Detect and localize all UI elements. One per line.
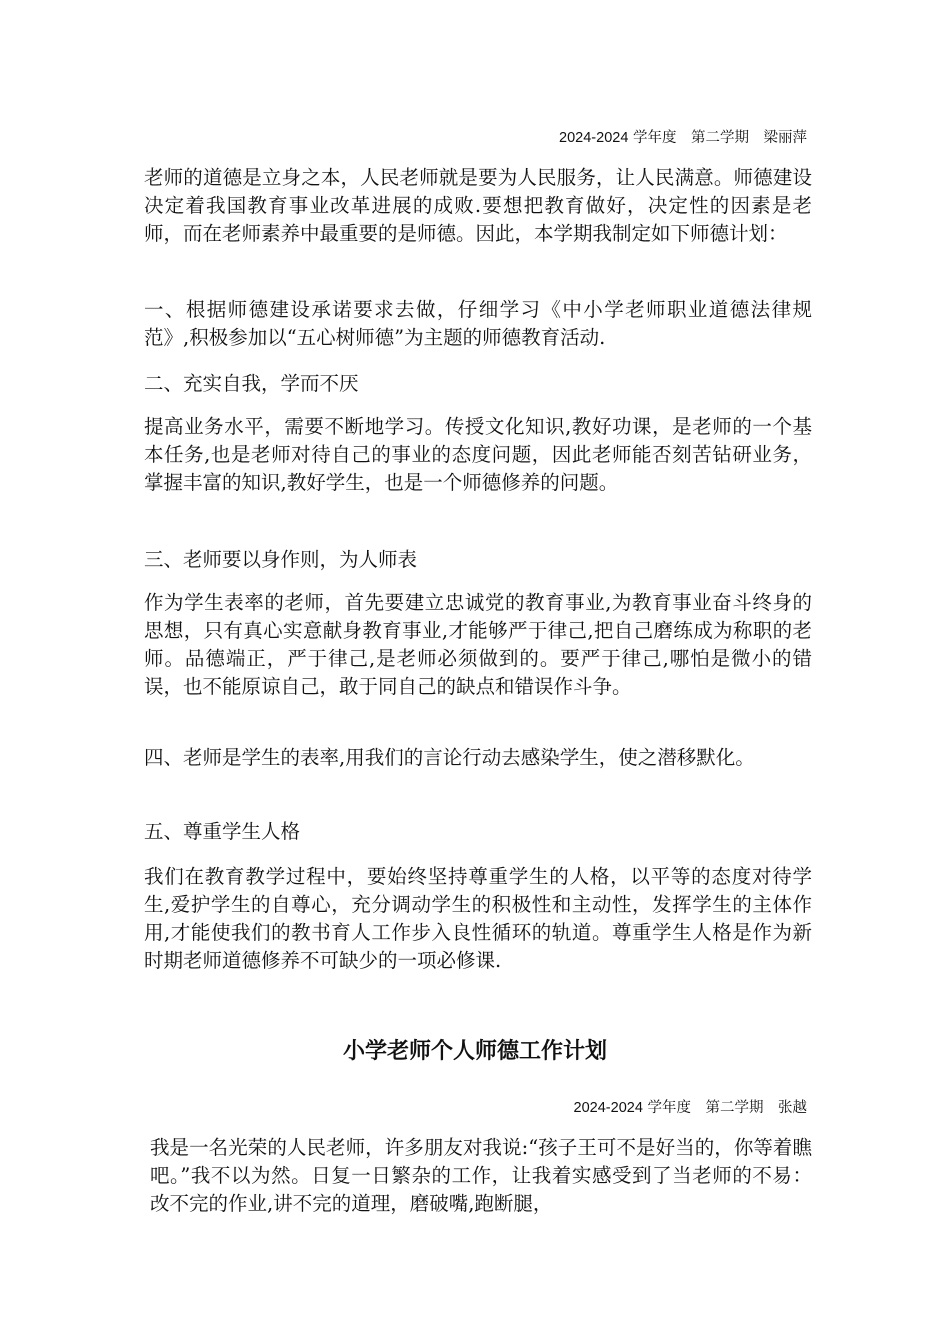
section2-school-year: 2024-2024: [573, 1100, 643, 1116]
section1-intro: 老师的道德是立身之本，人民老师就是要为人民服务，让人民满意。师德建设决定着我国教育事业改革进展的成败.要想把教育做好，决定性的因素是老师，而在老师素养中最重要的是师德。因此，本学期我制定如下师德计划：: [144, 166, 812, 245]
section1-point-4: 四、老师是学生的表率,用我们的言论行动去感染学生，使之潜移默化。: [144, 746, 755, 769]
section1-point-5-body: 我们在教育教学过程中，要始终坚持尊重学生的人格，以平等的态度对待学生,爱护学生的自尊心，充分调动学生的积极性和主动性，发挥学生的主体作用,才能使我们的教书育人工作步入良性循环的轨道。尊重学生人格是作为新时期老师道德修养不可缺少的一项必修课.: [144, 865, 812, 972]
section1-school-year: 2024-2024: [559, 130, 629, 146]
section1-heading-2: 二、充实自我，学而不厌: [144, 372, 359, 395]
section1-point-2-body: 提高业务水平，需要不断地学习。传授文化知识,教好功课，是老师的一个基本任务,也是老师对待自己的事业的态度问题，因此老师能否刻苦钻研业务，掌握丰富的知识,教好学生，也是一个师德修养的问题。: [144, 415, 812, 494]
section2-paragraph-1: 我是一名光荣的人民老师，许多朋友对我说:“孩子王可不是好当的，你等着瞧吧。”我不以为然。日复一日繁杂的工作，让我着实感受到了当老师的不易：改不完的作业,讲不完的道理，磨破嘴,跑断腿，: [150, 1136, 812, 1215]
section1-heading-5: 五、尊重学生人格: [144, 820, 301, 843]
section1-semester-author: 学年度 第二学期 梁丽萍: [628, 130, 807, 146]
section1-heading-3: 三、老师要以身作则，为人师表: [144, 548, 418, 571]
section1-point-3-body: 作为学生表率的老师，首先要建立忠诚党的教育事业,为教育事业奋斗终身的思想，只有真心实意献身教育事业,才能够严于律己,把自己磨练成为称职的老师。品德端正，严于律己,是老师必须做到的。要严于律己,哪怕是微小的错误，也不能原谅自己，敢于同自己的缺点和错误作斗争。: [144, 591, 812, 698]
section2-title: 小学老师个人师德工作计划: [342, 1038, 607, 1064]
section2-semester-author: 学年度 第二学期 张越: [642, 1100, 807, 1116]
section1-point-1: 一、根据师德建设承诺要求去做，仔细学习《中小学老师职业道德法律规范》,积极参加以“五心树师德”为主题的师德教育活动.: [144, 298, 812, 349]
section2-meta: [574, 1096, 807, 1117]
section1-meta: [559, 126, 807, 147]
